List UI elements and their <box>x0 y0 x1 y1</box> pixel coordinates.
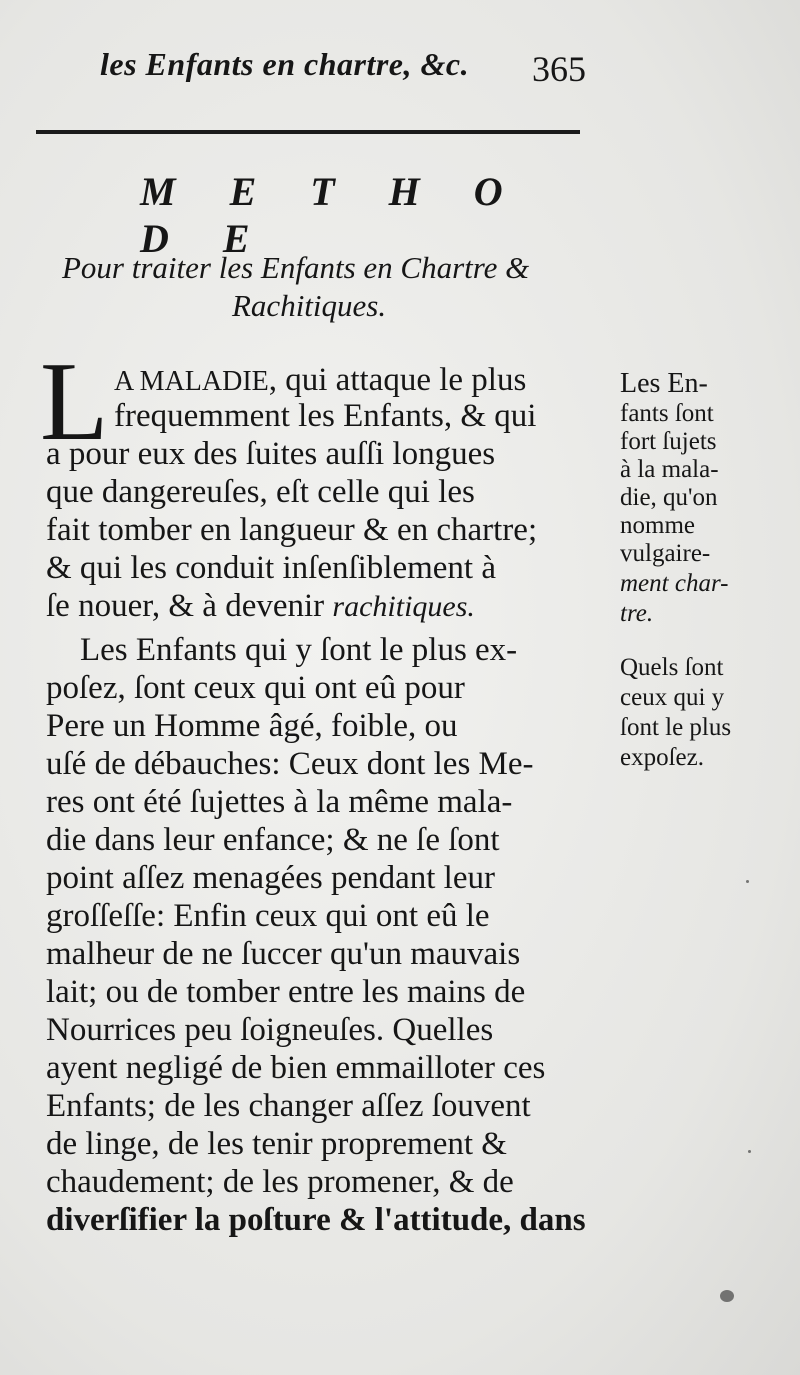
body-line: point aſſez menagées pendant leur <box>46 860 495 896</box>
drop-cap: L <box>40 340 109 464</box>
margin-note-line: Les En- <box>620 368 708 399</box>
margin-note-line: Quels ſont <box>620 654 724 681</box>
margin-note-line: tre. <box>620 600 654 627</box>
body-line: de linge, de les tenir proprement & <box>46 1126 507 1162</box>
body-line: & qui les conduit inſenſiblement à <box>46 550 496 586</box>
margin-note-line: fants ſont <box>620 400 714 427</box>
body-line-rest: , qui attaque le plus <box>268 362 527 398</box>
body-line: Enfants; de les changer aſſez ſouvent <box>46 1088 531 1124</box>
page-number: 365 <box>532 49 586 89</box>
paper-speck <box>748 1150 751 1153</box>
section-title: M E T H O D E <box>140 169 525 261</box>
body-line: a pour eux des ſuites auſſi longues <box>46 436 496 472</box>
body-line: frequemment les Enfants, & qui <box>114 398 537 434</box>
body-line: uſé de débauches: Ceux dont les Me- <box>46 746 534 782</box>
margin-note-line: ceux qui y <box>620 684 725 711</box>
margin-note-line: fort ſujets <box>620 428 717 455</box>
body-italic-word: rachitiques. <box>332 590 475 623</box>
running-head: les Enfants en chartre, &c. <box>100 46 470 82</box>
section-subtitle-line-1: Pour traiter les Enfants en Chartre & <box>62 250 530 285</box>
body-line: Nourrices peu ſoigneuſes. Quelles <box>46 1012 494 1048</box>
body-line: Les Enfants qui y ſont le plus ex- <box>80 632 518 668</box>
body-line: res ont été ſujettes à la même mala- <box>46 784 513 820</box>
header-rule <box>36 130 580 134</box>
body-line-text: ſe nouer, & à devenir <box>46 588 325 624</box>
margin-note-line: vulgaire- <box>620 540 711 567</box>
body-small-caps: A MALADIE <box>114 366 269 397</box>
margin-note-line: à la mala- <box>620 456 719 483</box>
paper-speck <box>720 1290 734 1302</box>
margin-note-line: nomme <box>620 512 695 539</box>
body-line: ayent negligé de bien emmailloter ces <box>46 1050 546 1086</box>
body-line <box>46 588 606 625</box>
body-line: diverſifier la poſture & l'attitude, dans <box>46 1202 586 1238</box>
body-line: que dangereuſes, eſt celle qui les <box>46 474 475 510</box>
margin-note-line: ſont le plus <box>620 714 732 741</box>
margin-note-line: expoſez. <box>620 744 704 771</box>
body-line: poſez, ſont ceux qui ont eû pour <box>46 670 465 706</box>
margin-note-line: ment char- <box>620 570 729 597</box>
body-line: chaudement; de les promener, & de <box>46 1164 514 1200</box>
body-line: die dans leur enfance; & ne ſe ſont <box>46 822 500 858</box>
section-subtitle-line-2: Rachitiques. <box>232 288 387 323</box>
body-line <box>114 362 606 400</box>
body-line: groſſeſſe: Enfin ceux qui ont eû le <box>46 898 490 934</box>
body-line: Pere un Homme âgé, foible, ou <box>46 708 458 744</box>
paper-speck <box>746 880 749 883</box>
body-line: malheur de ne ſuccer qu'un mauvais <box>46 936 521 972</box>
body-line: lait; ou de tomber entre les mains de <box>46 974 526 1010</box>
body-line: fait tomber en langueur & en chartre; <box>46 512 538 548</box>
margin-note-line: die, qu'on <box>620 484 718 511</box>
